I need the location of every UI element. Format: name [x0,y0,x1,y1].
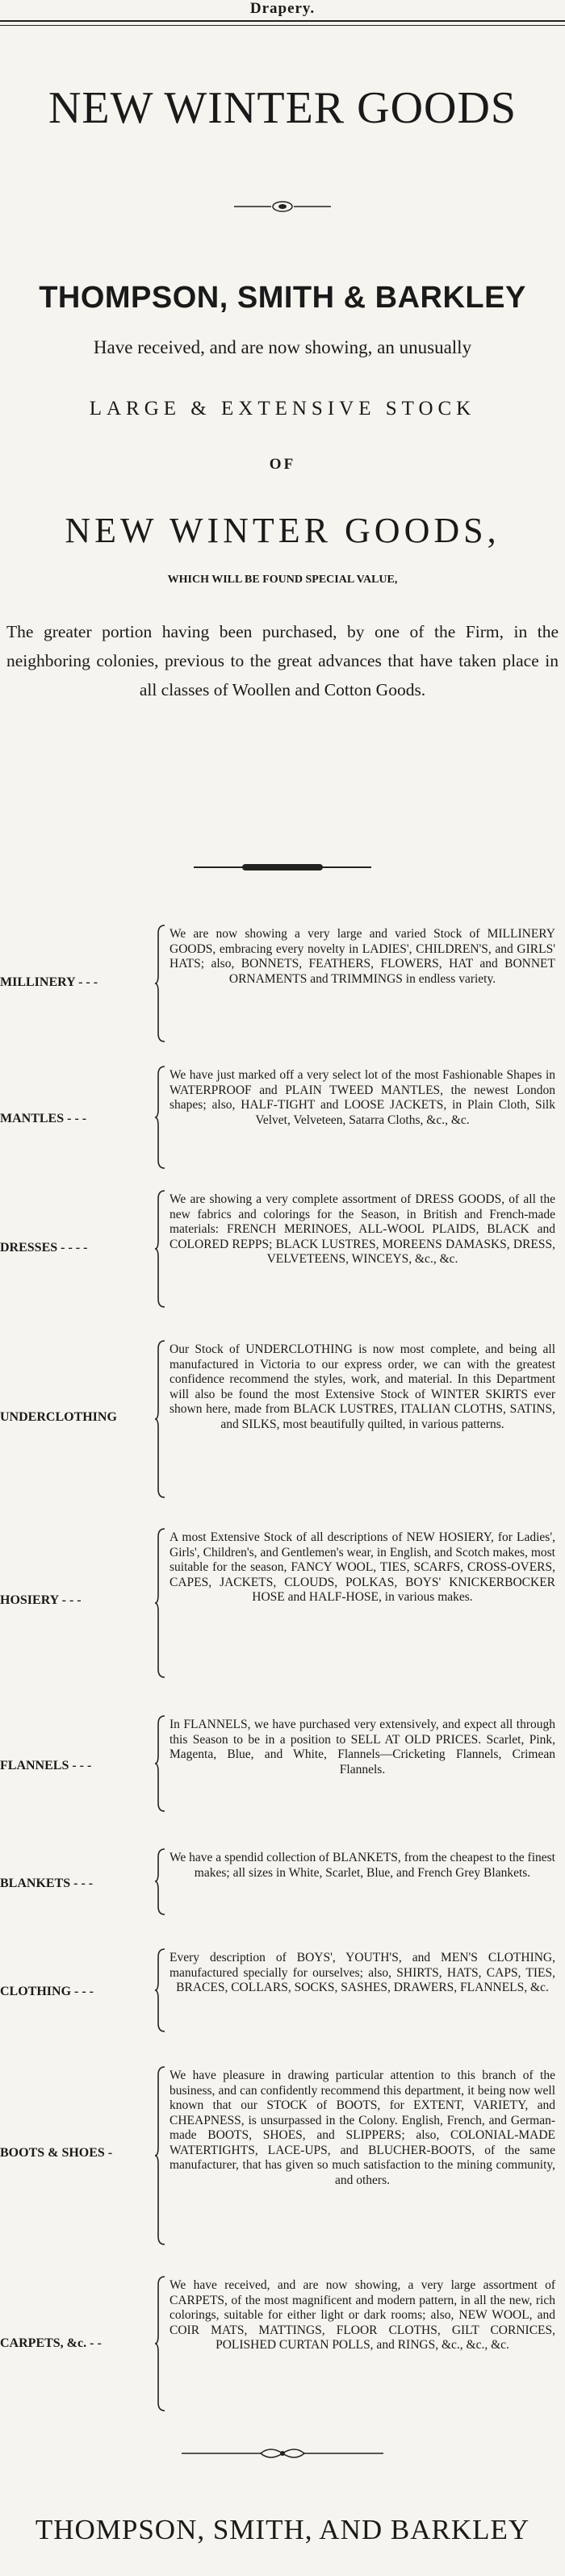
section-label: UNDERCLOTHING [0,1410,117,1424]
section-text: In FLANNELS, we have purchased very extensively, and expect all through this Season to be in a position to SELL AT OLD PRICES. Scarlet, Pink, Magenta, Blue, and White, Flannels—Cricketing Flannels, Crimean Flannels. [170,1718,555,1776]
section-label: DRESSES - - - - [0,1241,88,1255]
footer-firm-name: THOMPSON, SMITH, AND BARKLEY [35,2514,530,2545]
brace-icon [153,924,168,1043]
ornament-divider-1 [234,198,331,215]
section-text: Every description of BOYS', YOUTH'S, and MEN'S CLOTHING, manufactured specially for ourselves; also, SHIRTS, HATS, CAPS, TIES, BRACES, COLLARS, SOCKS, SASHES, DRAWERS, FLANNELS, &c. [170,1951,555,1994]
brace-icon [153,1527,168,1679]
section-label: HOSIERY - - - [0,1593,82,1607]
section-label: MANTLES - - - [0,1112,87,1125]
headline: NEW WINTER GOODS [48,83,517,133]
section-text: Our Stock of UNDERCLOTHING is now most complete, and being all manufactured in Victoria to our express order, we can with the greatest confidence recommend the styles, work, and material. In this Department will also be found the most Extensive Stock of WINTER SKIRTS ever shown here, made from BLACK LUSTRES, ITALIAN CLOTHS, SATINS, and SILKS, most beautifully quilted, in various patterns. [170,1342,555,1431]
section-flannels [0,1714,565,1815]
section-label: BLANKETS - - - [0,1877,94,1890]
brace-icon [153,1847,168,1916]
section-boots-shoes [0,2065,565,2248]
ornament-divider-3 [182,2445,383,2461]
section-text: We are showing a very complete assortment of DRESS GOODS, of all the new fabrics and colorings for the Season, in British and French-made materials: FRENCH MERINOES, ALL-WOOL PLAIDS, BLACK and COLORED REPPS; BLACK LUSTRES, MOREENS DAMASKS, DRESS, VELVETEENS, WINCEYS, &c., &c. [170,1192,555,1266]
section-underclothing [0,1339,565,1501]
section-dresses [0,1189,565,1310]
of-line: OF [269,456,296,473]
section-text: We have a spendid collection of BLANKETS, from the cheapest to the finest makes; all sizes in White, Scarlet, Blue, and French Grey Blankets. [170,1851,555,1880]
section-label: CLOTHING - - - [0,1985,94,1998]
section-text: We have pleasure in drawing particular attention to this branch of the business, and can confidently recommend this department, it being now well known that our STOCK of BOOTS, for EXTENT, VARIETY, and CHEAPNESS, is unsurpassed in the Colony. English, French, and German-made BOOTS, SHOES, and SLIPPERS; also, COLONIAL-MADE WATERTIGHTS, LACE-UPS, and BLUCHER-BOOTS, of the same manufacturer, that has given so much satisfaction to the mining community, and others. [170,2069,555,2187]
section-millinery [0,924,565,1045]
section-label: FLANNELS - - - [0,1759,92,1772]
section-text: We have received, and are now showing, a very large assortment of CARPETS, of the most magnificent and modern pattern, in all the new, rich colorings, suitable for either light or dark rooms; also, NEW WOOL, and COIR MATS, MATTINGS, FLOOR CLOTHS, GILT CORNICES, POLISHED CURTAN POLLS, and RINGS, &c., &c., &c. [170,2278,555,2352]
special-value-line: WHICH WILL BE FOUND SPECIAL VALUE, [167,574,398,586]
brace-icon [153,1339,168,1499]
intro-line: Have received, and are now showing, an unusually [93,337,472,357]
section-clothing [0,1948,565,2036]
large-stock-line: LARGE & EXTENSIVE STOCK [89,398,476,420]
brace-icon [153,1948,168,2033]
ornament-divider-2 [194,859,371,875]
section-text: A most Extensive Stock of all descriptions of NEW HOSIERY, for Ladies', Girls', Children's, and Gentlemen's wear, in English, and Scotch makes, most suitable for the season, FANCY WOOL, TIES, SCARFS, CROSS-OVERS, CAPES, JACKETS, CLOUDS, POLKAS, BOYS' KNICKERBOCKER HOSE and HALF-HOSE, in various makes. [170,1530,555,1604]
intro-paragraph: The greater portion having been purchased, by one of the Firm, in the neighboring colonies, previous to the great advances that have taken place in all classes of Woollen and Cotton Goods. [6,622,559,699]
section-label: BOOTS & SHOES - [0,2146,113,2160]
headline-secondary: NEW WINTER GOODS, [65,511,500,550]
section-label: MILLINERY - - - [0,975,98,989]
brace-icon [153,1065,168,1170]
top-rule [0,20,565,22]
brace-icon [153,1714,168,1813]
section-header: Drapery. [249,0,316,17]
brace-icon [153,1189,168,1309]
section-hosiery [0,1527,565,1680]
top-rule-thin [0,25,565,26]
section-carpets [0,2275,565,2414]
brace-icon [153,2275,168,2412]
section-blankets [0,1847,565,1920]
section-text: We have just marked off a very select lot of the most Fashionable Shapes in WATERPROOF and PLAIN TWEED MANTLES, the newest London shapes; also, HALF-TIGHT and LOOSE JACKETS, in Plain Cloth, Silk Velvet, Velveteen, Satarra Cloths, &c., &c. [170,1068,555,1127]
section-text: We are now showing a very large and varied Stock of MILLINERY GOODS, embracing every novelty in LADIES', CHILDREN'S, and GIRLS' HATS; also, BONNETS, FEATHERS, FLOWERS, HAT and BONNET ORNAMENTS and TRIMMINGS in endless variety. [170,927,555,986]
section-mantles [0,1065,565,1171]
brace-icon [153,2065,168,2246]
section-label: CARPETS, &c. - - [0,2336,102,2350]
firm-name: THOMPSON, SMITH & BARKLEY [39,281,526,315]
